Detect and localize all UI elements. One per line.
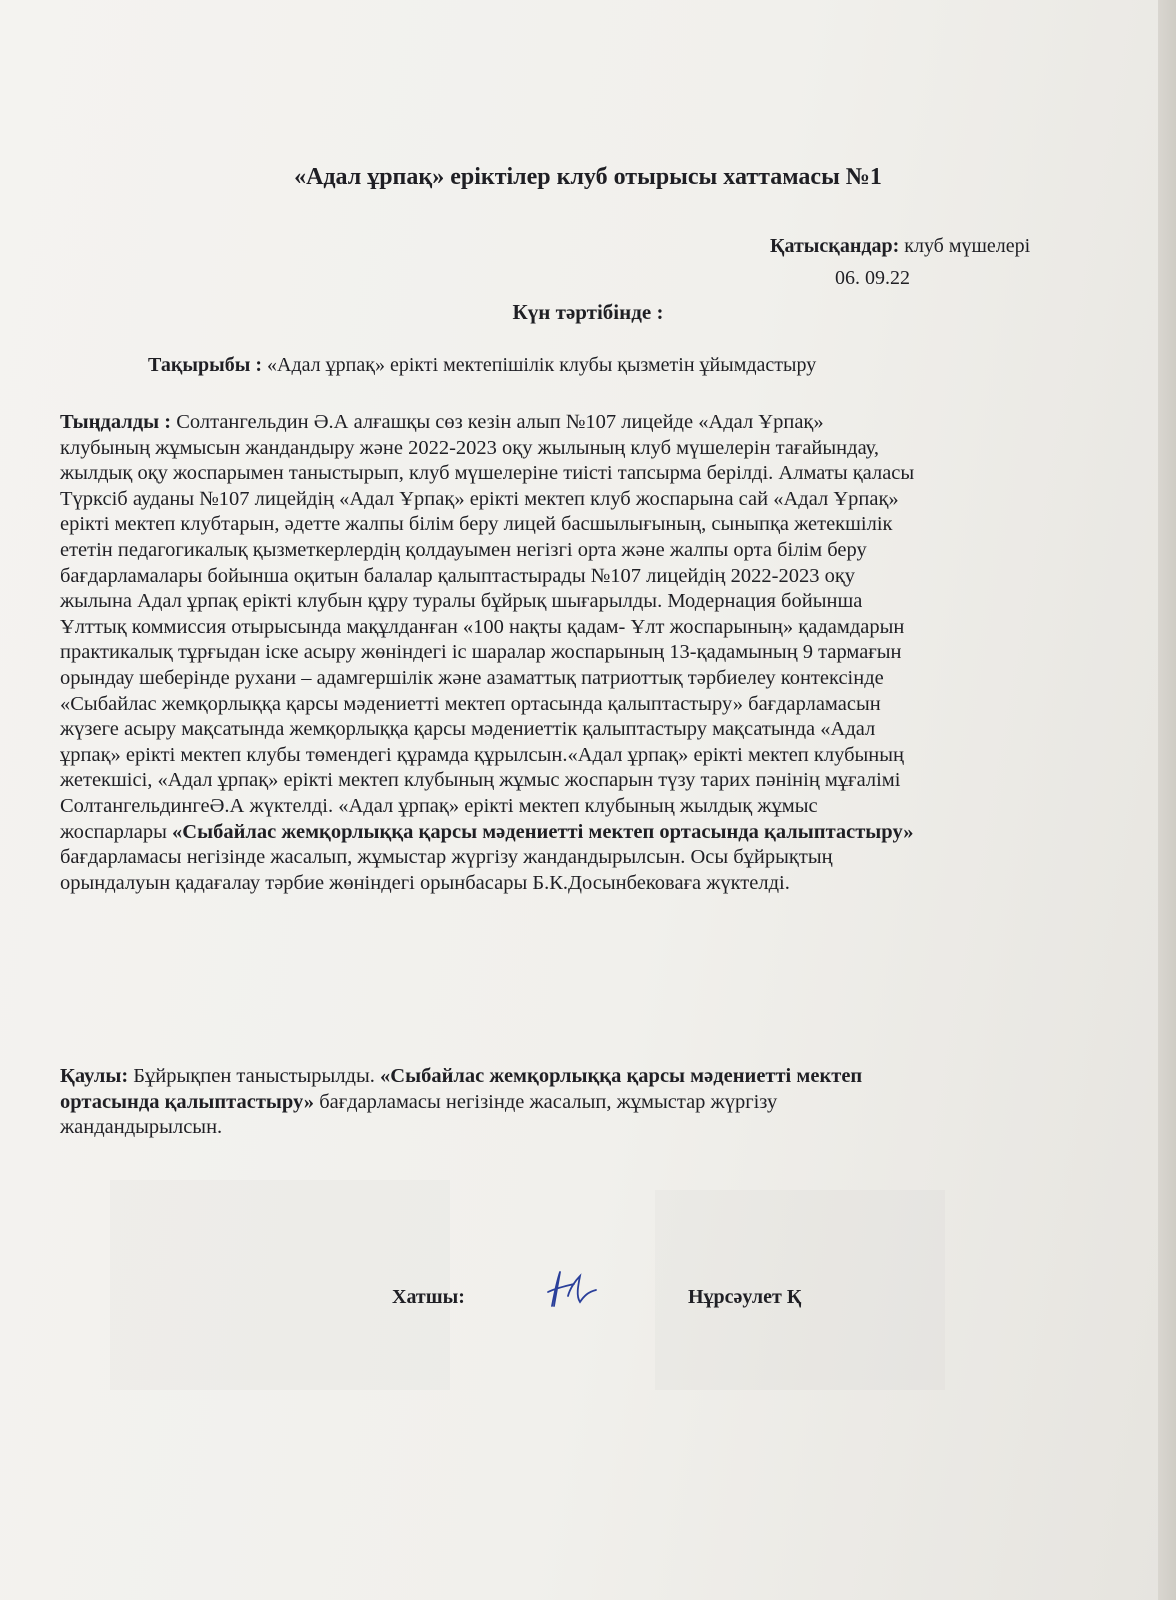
- participants-line: [770, 235, 1030, 258]
- decision-line-2: жандандырылсын.: [60, 1116, 223, 1139]
- listened-line: ұрпақ» ерікті мектеп клубы төмендегі құрамда құрылсын.«Адал ұрпақ» ерікті мектеп клубының: [60, 743, 904, 766]
- listened-line: практикалық тұрғыдан іске асыру жөніндегі іс шаралар жоспарының 13-қадамының 9 тармағын: [60, 641, 902, 664]
- listened-line: орындау шеберінде рухани – адамгершілік және азаматтық патриоттық тәрбиелеу контексінде: [60, 666, 884, 689]
- faint-photo-left: [110, 1180, 450, 1390]
- participants-label: Қатысқандар:: [770, 235, 900, 257]
- topic-line: [148, 354, 816, 377]
- secretary-name: Нұрсәулет Қ: [688, 1286, 802, 1308]
- listened-line: Түрксіб ауданы №107 лицейдің «Адал Ұрпақ» ерікті мектеп клуб жоспарына сай «Адал Ұрпақ»: [60, 487, 899, 510]
- listened-line: «Сыбайлас жемқорлыққа қарсы мәдениетті мектеп ортасында қалыптастыру» бағдарламасын: [60, 692, 881, 715]
- listened-plans-line: жоспарлары «Сыбайлас жемқорлыққа қарсы мәдениетті мектеп ортасында қалыптастыру»: [60, 820, 914, 843]
- program-name-bold: «Сыбайлас жемқорлыққа қарсы мәдениетті мектеп ортасында қалыптастыру»: [172, 820, 914, 843]
- listened-line: клубының жұмысын жандандыру және 2022-2023 оқу жылының клуб мүшелерін тағайындау,: [60, 436, 879, 459]
- listened-line: жүзеге асыру мақсатында жемқорлыққа қарсы мәдениеттік қалыптастыру мақсатында «Адал: [60, 718, 876, 741]
- listened-label: Тыңдалды :: [60, 411, 172, 433]
- signature-image: [540, 1266, 600, 1314]
- decision-program-bold-1: «Сыбайлас жемқорлыққа қарсы мәдениетті мектеп: [380, 1065, 863, 1087]
- listened-section: [60, 410, 1105, 896]
- listened-line-0: Тыңдалды : Солтангельдин Ә.А алғашқы сөз кезін алып №107 лицейде «Адал Ұрпақ»: [60, 411, 824, 433]
- listened-line: СолтангельдингеӘ.А жүктелді. «Адал ұрпақ» ерікті мектеп клубының жылдық жұмыс: [60, 794, 818, 817]
- listened-line: ететін педагогикалық қызметкерлердің қолдауымен негізгі орта және жалпы орта білім беру: [60, 538, 867, 561]
- listened-line: ерікті мектеп клубтарын, әдетте жалпы білім беру лицей басшылығының, сыныпқа жетекшілік: [60, 513, 893, 536]
- document-title: «Адал ұрпақ» еріктілер клуб отырысы хаттамасы №1: [294, 164, 882, 190]
- listened-line: орындалуын қадағалау тәрбие жөніндегі орынбасары Б.К.Досынбековаға жүктелді.: [60, 871, 790, 894]
- participants-value: клуб мүшелері: [899, 235, 1031, 257]
- agenda-heading: Күн тәртібінде :: [512, 300, 664, 324]
- decision-line-1: ортасында қалыптастыру» бағдарламасы негізінде жасалып, жұмыстар жүргізу: [60, 1090, 778, 1113]
- listened-line: жетекшісі, «Адал ұрпақ» ерікті мектеп клубының жұмыс жоспарын түзу тарих пәнінің мұғалімі: [60, 769, 901, 792]
- listened-line: жылдық оқу жоспарымен таныстырып, клуб мүшелеріне тиісті тапсырма берілді. Алматы қаласы: [60, 462, 915, 485]
- topic-value: «Адал ұрпақ» ерікті мектепішілік клубы қызметін ұйымдастыру: [262, 354, 817, 376]
- decision-section: [60, 1064, 1105, 1141]
- decision-label: Қаулы:: [60, 1065, 129, 1087]
- decision-line-0: Қаулы: Бұйрықпен таныстырылды. «Сыбайлас жемқорлыққа қарсы мәдениетті мектеп: [60, 1065, 863, 1087]
- listened-line: бағдарламалары бойынша оқитын балалар қалыптастырады №107 лицейдің 2022-2023 оқу: [60, 564, 856, 587]
- decision-program-bold-2: ортасында қалыптастыру»: [60, 1090, 315, 1113]
- listened-line: Ұлттық коммиссия отырысында мақұлданған «100 нақты қадам- Ұлт жоспарының» қадамдарын: [60, 615, 905, 638]
- topic-label: Тақырыбы :: [148, 354, 262, 376]
- meeting-date: 06. 09.22: [835, 267, 910, 289]
- page-edge: [1158, 0, 1176, 1600]
- listened-line: жылына Адал ұрпақ ерікті клубын құру туралы бұйрық шығарылды. Модернация бойынша: [60, 590, 863, 613]
- secretary-label: Хатшы:: [392, 1286, 465, 1308]
- listened-line: бағдарламасы негізінде жасалып, жұмыстар жүргізу жандандырылсын. Осы бұйрықтың: [60, 846, 833, 869]
